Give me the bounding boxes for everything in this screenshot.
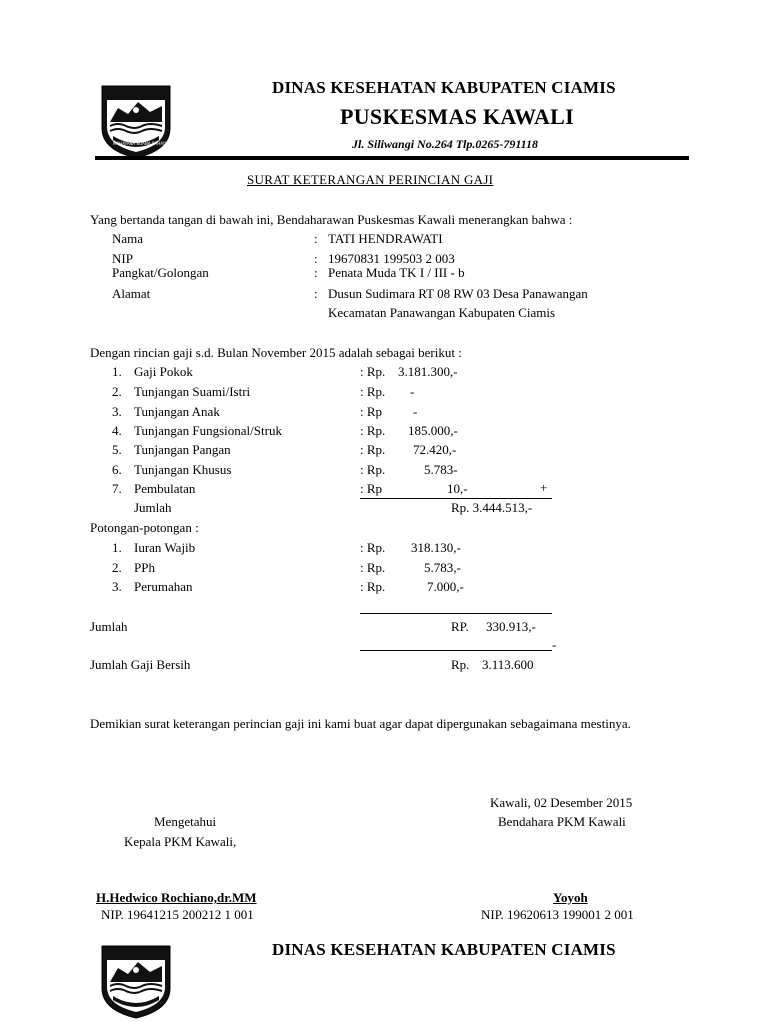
salary-label: Pembulatan (134, 481, 196, 496)
sum-rule-2 (360, 613, 552, 614)
salary-label: Tunjangan Anak (134, 404, 220, 419)
identity-value-nama: TATI HENDRAWATI (328, 231, 443, 246)
salary-amount: 5.783- (424, 462, 458, 477)
salary-rp: : Rp (360, 481, 383, 496)
identity-sep-pangkat: : (314, 265, 318, 280)
salary-rp: : Rp. (360, 384, 386, 399)
deduction-label: Iuran Wajib (134, 540, 196, 555)
salary-intro: Dengan rincian gaji s.d. Bulan November 2015 adalah sebagai berikut : (90, 345, 462, 360)
deduction-no: 1. (112, 540, 122, 555)
sum-rule-1 (360, 498, 552, 499)
jumlah2-value: 330.913,- (486, 619, 536, 634)
deduction-label: Perumahan (134, 579, 193, 594)
ciamis-emblem-logo (98, 80, 174, 160)
clinic-address: Jl. Siliwangi No.264 Tlp.0265-791118 (352, 137, 539, 151)
salary-label: Tunjangan Suami/Istri (134, 384, 251, 399)
clinic-name: PUSKESMAS KAWALI (340, 104, 575, 129)
jumlah2-rp: RP. (451, 619, 469, 634)
jumlah1-value: Rp. 3.444.513,- (451, 500, 533, 515)
salary-no: 6. (112, 462, 122, 477)
footer-agency-name: DINAS KESEHATAN KABUPATEN CIAMIS (272, 940, 616, 959)
salary-rp: : Rp. (360, 442, 386, 457)
salary-amount: - (410, 384, 415, 399)
deduction-rp: : Rp. (360, 579, 386, 594)
salary-rp: : Rp (360, 404, 383, 419)
identity-sep-nip: : (314, 251, 318, 266)
salary-rp: : Rp. (360, 364, 386, 379)
deduction-rp: : Rp. (360, 560, 386, 575)
right-sign-line1: Bendahara PKM Kawali (498, 814, 626, 829)
plus-sign: + (540, 480, 548, 495)
jumlah2-label: Jumlah (90, 619, 128, 634)
salary-label: Tunjangan Fungsional/Struk (134, 423, 282, 438)
left-signatory-name: H.Hedwico Rochiano,dr.MM (96, 890, 257, 905)
salary-rp: : Rp. (360, 423, 386, 438)
deduction-amount: 5.783,- (424, 560, 461, 575)
right-signatory-name: Yoyoh (553, 890, 588, 905)
salary-no: 7. (112, 481, 122, 496)
net-salary-rp: Rp. (451, 657, 470, 672)
salary-no: 4. (112, 423, 122, 438)
minus-sign: - (552, 637, 557, 652)
salary-label: Gaji Pokok (134, 364, 193, 379)
salary-no: 5. (112, 442, 122, 457)
right-signatory-nip: NIP. 19620613 199001 2 001 (481, 907, 634, 922)
deduction-label: PPh (134, 560, 155, 575)
salary-no: 2. (112, 384, 122, 399)
deduction-rp: : Rp. (360, 540, 386, 555)
intro-text: Yang bertanda tangan di bawah ini, Bendaharawan Puskesmas Kawali menerangkan bahwa : (90, 212, 573, 227)
salary-rp: : Rp. (360, 462, 386, 477)
place-date: Kawali, 02 Desember 2015 (490, 795, 633, 810)
sum-rule-3 (360, 650, 552, 651)
deduction-no: 2. (112, 560, 122, 575)
document-title: SURAT KETERANGAN PERINCIAN GAJI (247, 172, 494, 187)
agency-name: DINAS KESEHATAN KABUPATEN CIAMIS (272, 78, 616, 97)
identity-label-nama: Nama (112, 231, 144, 246)
jumlah1-label: Jumlah (134, 500, 172, 515)
left-sign-line2: Kepala PKM Kawali, (124, 834, 237, 849)
salary-no: 3. (112, 404, 122, 419)
salary-label: Tunjangan Pangan (134, 442, 231, 457)
salary-amount: - (413, 404, 418, 419)
salary-amount: 10,- (447, 481, 468, 496)
deduction-amount: 318.130,- (411, 540, 461, 555)
identity-label-pangkat: Pangkat/Golongan (112, 265, 209, 280)
identity-label-alamat: Alamat (112, 286, 151, 301)
salary-amount: 3.181.300,- (398, 364, 458, 379)
ciamis-emblem-icon (98, 80, 174, 160)
identity-sep-alamat: : (314, 286, 318, 301)
identity-value-pangkat: Penata Muda TK I / III - b (328, 265, 465, 280)
salary-no: 1. (112, 364, 122, 379)
salary-label: Tunjangan Khusus (134, 462, 232, 477)
left-sign-line1: Mengetahui (154, 814, 217, 829)
net-salary-label: Jumlah Gaji Bersih (90, 657, 191, 672)
ciamis-emblem-logo-footer (98, 940, 174, 1020)
identity-value-alamat: Dusun Sudimara RT 08 RW 03 Desa Panawangan (328, 286, 588, 301)
logo-top-text: KAB. CIAMIS (117, 81, 148, 87)
ciamis-emblem-icon (98, 940, 174, 1020)
identity-value-alamat-cont: Kecamatan Panawangan Kabupaten Ciamis (328, 305, 556, 320)
identity-label-nip: NIP (112, 251, 133, 266)
identity-sep-nama: : (314, 231, 318, 246)
net-salary-value: 3.113.600 (482, 657, 534, 672)
deduction-title: Potongan-potongan : (90, 520, 199, 535)
deduction-no: 3. (112, 579, 122, 594)
identity-value-nip: 19670831 199503 2 003 (328, 251, 455, 266)
logo-bottom-text: MAHAYANA BUANA RAHAYU (113, 141, 169, 146)
deduction-amount: 7.000,- (427, 579, 464, 594)
salary-amount: 185.000,- (408, 423, 458, 438)
left-signatory-nip: NIP. 19641215 200212 1 001 (101, 907, 254, 922)
salary-amount: 72.420,- (413, 442, 457, 457)
header-rule (95, 156, 689, 160)
closing-paragraph: Demikian surat keterangan perincian gaji ini kami buat agar dapat dipergunakan sebagaimana mestinya. (90, 716, 631, 731)
